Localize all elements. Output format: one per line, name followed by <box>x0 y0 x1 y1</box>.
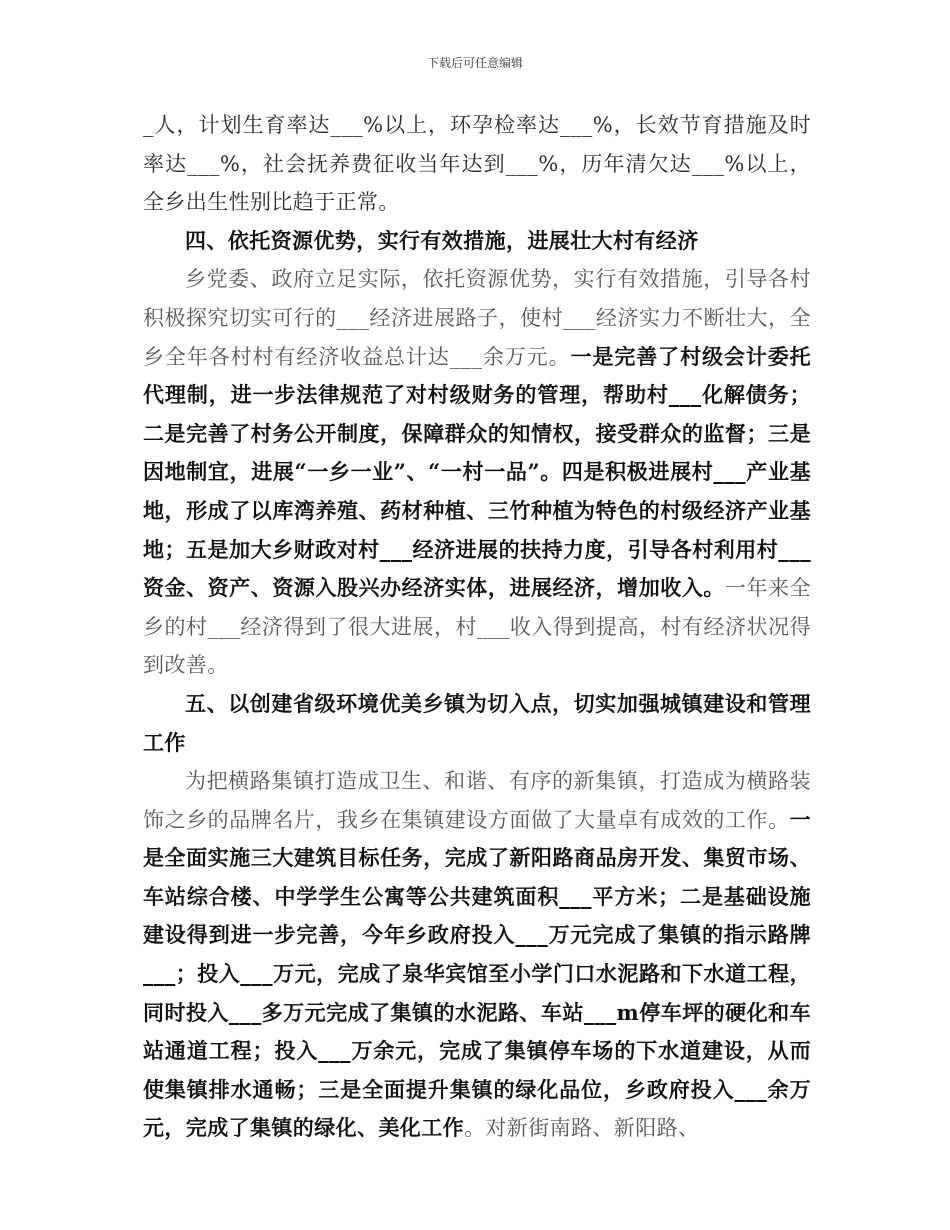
page-header: 下载后可任意编辑 <box>426 56 523 70</box>
paragraph-bold-text: 一是全面实施三大建筑目标任务，完成了新阳路商品房开发、集贸市场、车站综合楼、中学学生公寓等公共建筑面积___平方米；二是基础设施建设得到进一步完善，今年乡政府投入___万元完成了集镇的指示路牌___；投入___万元，完成了泉华宾馆至小学门口水泥路和下水道工程，同时投入___多万元完成了集镇的水泥路、车站___m停车坪的硬化和车站通道工程；投入___万余元，完成了集镇停车场的下水道建设，从而使集镇排水通畅；三是全面提升集镇的绿化品位，乡政府投入___余万元，完成了集镇的绿化、美化工作 <box>143 806 811 1141</box>
paragraph-text: 。对新街南路、新阳路、 <box>464 1116 700 1141</box>
section-heading-5: 五、以创建省级环境优美乡镇为切入点，切实加强城镇建设和管理工作 <box>143 690 811 755</box>
paragraph-population-targets <box>143 106 811 222</box>
document-body <box>143 106 811 1148</box>
paragraph-bold-text: 一是完善了村级会计委托代理制，进一步法律规范了对村级财务的管理，帮助村___化解债务；二是完善了村务公开制度，保障群众的知情权，接受群众的监督；三是因地制宜，进展“一乡一业”、“一村一品”。四是积极进展村___产业基地，形成了以库湾养殖、药材种植、三竹种植为特色的村级经济产业基地；五是加大乡财政对村___经济进展的扶持力度，引导各村利用村___资金、资产、资源入股兴办经济实体，进展经济，增加收入。 <box>143 343 811 601</box>
paragraph-village-economy <box>143 260 811 685</box>
paragraph-text: 一年来全乡的村___经济得到了很大进展，村___收入得到提高，村有经济状况得到改善。 <box>143 576 811 678</box>
section-heading-4: 四、依托资源优势，实行有效措施，进展壮大村有经济 <box>185 227 699 253</box>
paragraph-town-construction <box>143 762 811 1148</box>
paragraph-text: 为把横路集镇打造成卫生、和谐、有序的新集镇，打造成为横路装饰之乡的品牌名片，我乡在集镇建设方面做了大量卓有成效的工作。 <box>143 769 811 832</box>
paragraph-text: 乡党委、政府立足实际，依托资源优势，实行有效措施，引导各村积极探究切实可行的___经济进展路子，使村___经济实力不断壮大，全乡全年各村村有经济收益总计达___余万元。 <box>143 267 811 369</box>
paragraph-text: _人，计划生育率达___%以上，环孕检率达___%，长效节育措施及时率达___%，社会抚养费征收当年达到___%，历年清欠达___%以上，全乡出生性别比趋于正常。 <box>143 113 811 215</box>
